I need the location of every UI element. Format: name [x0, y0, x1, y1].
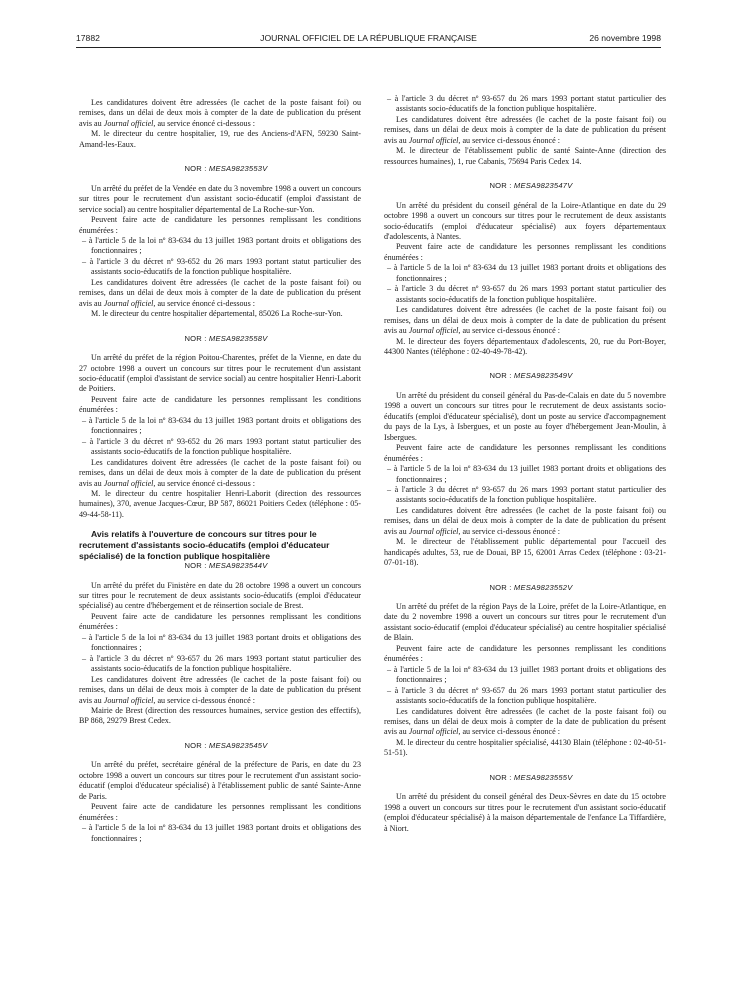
- condition-item: – à l'article 3 du décret nº 93-652 du 26 mars 1993 portant statut particulier des assistants socio-éducatifs de la fonction publique hospitalière.: [82, 256, 361, 277]
- arrete-paragraph: Un arrêté du préfet de la région Pays de la Loire, préfet de la Loire-Atlantique, en date du 2 novembre 1998 a ouvert un concours sur titres pour le recrutement d'un assistant socio-éducatif (emploi d'éducateur spécialisé) au centre hospitalier spécialisé de Blain.: [384, 602, 666, 643]
- notice-heading: Avis relatifs à l'ouverture de concours sur titres pour le recrutement d'assistants socio-éducatifs (emploi d'éducateur spécialisé) de la fonction publique hospitalière: [79, 529, 330, 561]
- conditions-intro: Peuvent faire acte de candidature les personnes remplissant les conditions énumérées :: [384, 242, 666, 262]
- contact-address: M. le directeur de l'établissement public départemental pour l'accueil des handicapés adultes, 53, rue de Douai, BP 15, 62001 Arras Cedex (téléphone : 03-21-07-01-18).: [384, 537, 666, 568]
- arrete-paragraph: Un arrêté du président du conseil général du Pas-de-Calais en date du 5 novembre 1998 a ouvert un concours sur titres pour le recrutement de deux assistants socio-éducatifs (emploi d'éducateur spécialisé), dont un poste au service d'accompagnement du pays de la Lys, à Isbergues, et un poste au foyer d'hébergement Jean-Moulin, à Isbergues.: [384, 390, 666, 442]
- candidature-paragraph: Les candidatures doivent être adressées (le cachet de la poste faisant foi) ou remises, dans un délai de deux mois à compter de la date de publication du présent avis au Journal officiel, au service énoncé ci-dessous :: [79, 457, 361, 488]
- condition-item: – à l'article 5 de la loi nº 83-634 du 13 juillet 1983 portant droits et obligations des fonctionnaires ;: [82, 235, 361, 256]
- contact-address: M. le directeur du centre hospitalier Henri-Laborit (direction des ressources humaines), 370, avenue Jacques-Cœur, BP 587, 86021 Poitiers Cedex (téléphone : 05-49-44-58-11).: [79, 488, 361, 519]
- condition-item: – à l'article 3 du décret nº 93-657 du 26 mars 1993 portant statut particulier des assistants socio-éducatifs de la fonction publique hospitalière.: [387, 94, 666, 114]
- contact-address: M. le directeur des foyers départementaux d'adolescents, 20, rue du Port-Boyer, 44300 Nantes (téléphone : 02-40-49-78-42).: [384, 336, 666, 356]
- nor-reference: NOR : MESA9823553V: [184, 164, 268, 174]
- condition-item: – à l'article 3 du décret nº 93-657 du 26 mars 1993 portant statut particulier des assistants socio-éducatifs de la fonction publique hospitalière.: [387, 685, 666, 706]
- nor-reference: NOR : MESA9823552V: [489, 582, 573, 592]
- conditions-intro: Peuvent faire acte de candidature les personnes remplissant les conditions énumérées :: [79, 394, 361, 415]
- condition-item: – à l'article 5 de la loi nº 83-634 du 13 juillet 1983 portant droits et obligations des fonctionnaires ;: [387, 664, 666, 685]
- conditions-intro: Peuvent faire acte de candidature les personnes remplissant les conditions énumérées :: [384, 443, 666, 463]
- conditions-intro: Peuvent faire acte de candidature les personnes remplissant les conditions énumérées :: [79, 215, 361, 235]
- contact-address: M. le directeur du centre hospitalier, 19, rue des Anciens-d'AFN, 59230 Saint-Amand-les-Eaux.: [79, 129, 361, 149]
- candidature-paragraph: Les candidatures doivent être adressées (le cachet de la poste faisant foi) ou remises, dans un délai de deux mois à compter de la date de publication du présent avis au Journal officiel, au service énoncé ci-dessous :: [79, 277, 361, 308]
- nor-reference: NOR : MESA9823545V: [184, 740, 268, 750]
- candidature-paragraph: Les candidatures doivent être adressées (le cachet de la poste faisant foi) ou remises, dans un délai de deux mois à compter de la date de publication du présent avis au Journal officiel, au service ci-dessous énoncé :: [384, 706, 666, 737]
- arrete-paragraph: Un arrêté du préfet de la région Poitou-Charentes, préfet de la Vienne, en date du 27 octobre 1998 a ouvert un concours sur titres pour le recrutement d'un assistant socio-éducatif (emploi d'assistant de service social) au centre hospitalier Henri-Laborit de Poitiers.: [79, 353, 361, 394]
- right-column: [384, 94, 666, 834]
- arrete-paragraph: Un arrêté du président du conseil général des Deux-Sèvres en date du 15 octobre 1998 a ouvert un concours sur titres pour le recrutement d'un assistant socio-éducatif (emploi d'éducateur spécialisé) à la maison départementale de l'enfance La Tiffardière, à Niort.: [384, 792, 666, 833]
- nor-reference: NOR : MESA9823555V: [489, 772, 573, 782]
- conditions-intro: Peuvent faire acte de candidature les personnes remplissant les conditions énumérées :: [79, 802, 361, 822]
- contact-address: M. le directeur de l'établissement public de santé Sainte-Anne (direction des ressources humaines), 1, rue Cabanis, 75694 Paris Cedex 14.: [384, 146, 666, 166]
- condition-item: – à l'article 3 du décret nº 93-657 du 26 mars 1993 portant statut particulier des assistants socio-éducatifs de la fonction publique hospitalière.: [82, 653, 361, 674]
- issue-date: 26 novembre 1998: [589, 33, 661, 43]
- arrete-paragraph: Un arrêté du préfet, secrétaire général de la préfecture de Paris, en date du 23 octobre 1998 a ouvert un concours sur titres pour le recrutement d'un assistant socio-éducatif (emploi d'éducateur spécialisé) à l'établissement public de santé Sainte-Anne de Paris.: [79, 760, 361, 801]
- candidature-paragraph: Les candidatures doivent être adressées (le cachet de la poste faisant foi) ou remises, dans un délai de deux mois à compter de la date de publication du présent avis au Journal officiel, au service ci-dessous énoncé :: [79, 674, 361, 705]
- arrete-paragraph: Un arrêté du préfet de la Vendée en date du 3 novembre 1998 a ouvert un concours sur titres pour le recrutement d'un assistant socio-éducatif (emploi d'assistant de service social) au centre hospitalier départemental de La Roche-sur-Yon.: [79, 183, 361, 214]
- page-header: [76, 33, 661, 47]
- condition-item: – à l'article 3 du décret nº 93-652 du 26 mars 1993 portant statut particulier des assistants socio-éducatifs de la fonction publique hospitalière.: [82, 436, 361, 457]
- arrete-paragraph: Un arrêté du préfet du Finistère en date du 28 octobre 1998 a ouvert un concours sur titres pour le recrutement de deux assistants socio-éducatifs (emploi d'éducateur spécialisé) au centre d'hébergement et de réinsertion sociale de Brest.: [79, 580, 361, 611]
- candidature-paragraph: Les candidatures doivent être adressées (le cachet de la poste faisant foi) ou remises, dans un délai de deux mois à compter de la date de publication du présent avis au Journal officiel, au service ci-dessous énoncé :: [384, 505, 666, 536]
- contact-address: M. le directeur du centre hospitalier départemental, 85026 La Roche-sur-Yon.: [91, 309, 343, 319]
- candidature-paragraph: Les candidatures doivent être adressées (le cachet de la poste faisant foi) ou remises, dans un délai de deux mois à compter de la date de publication du présent avis au Journal officiel, au service ci-dessous énoncé :: [384, 305, 666, 336]
- page-number: 17882: [76, 33, 100, 43]
- left-column: [79, 98, 361, 844]
- nor-reference: NOR : MESA9823558V: [184, 333, 268, 343]
- condition-item: – à l'article 5 de la loi nº 83-634 du 13 juillet 1983 portant droits et obligations des fonctionnaires ;: [387, 464, 666, 484]
- nor-reference: NOR : MESA9823549V: [489, 371, 573, 381]
- contact-address: M. le directeur du centre hospitalier spécialisé, 44130 Blain (téléphone : 02-40-51-51-51).: [384, 737, 666, 758]
- conditions-intro: Peuvent faire acte de candidature les personnes remplissant les conditions énumérées :: [79, 611, 361, 632]
- candidature-paragraph: Les candidatures doivent être adressées (le cachet de la poste faisant foi) ou remises, dans un délai de deux mois à compter de la date de publication du présent avis au Journal officiel, au service énoncé ci-dessous :: [79, 98, 361, 128]
- journal-title: JOURNAL OFFICIEL DE LA RÉPUBLIQUE FRANÇAISE: [260, 33, 477, 43]
- condition-item: – à l'article 5 de la loi nº 83-634 du 13 juillet 1983 portant droits et obligations des fonctionnaires ;: [82, 415, 361, 436]
- header-rule: [76, 47, 661, 48]
- nor-reference: NOR : MESA9823547V: [489, 181, 573, 191]
- arrete-paragraph: Un arrêté du président du conseil général de la Loire-Atlantique en date du 29 octobre 1998 a ouvert un concours sur titres pour le recrutement de deux assistants socio-éducatifs (emploi d'éducateur spécialisé) aux foyers départementaux d'adolescents, à Nantes.: [384, 200, 666, 241]
- condition-item: – à l'article 5 de la loi nº 83-634 du 13 juillet 1983 portant droits et obligations des fonctionnaires ;: [82, 632, 361, 653]
- contact-address: Mairie de Brest (direction des ressources humaines, service gestion des effectifs), BP 868, 29279 Brest Cedex.: [79, 705, 361, 726]
- nor-reference: NOR : MESA9823544V: [184, 561, 268, 571]
- conditions-intro: Peuvent faire acte de candidature les personnes remplissant les conditions énumérées :: [384, 643, 666, 664]
- condition-item: – à l'article 3 du décret nº 93-657 du 26 mars 1993 portant statut particulier des assistants socio-éducatifs de la fonction publique hospitalière.: [387, 484, 666, 505]
- condition-item: – à l'article 3 du décret nº 93-657 du 26 mars 1993 portant statut particulier des assistants socio-éducatifs de la fonction publique hospitalière.: [387, 284, 666, 304]
- condition-item: – à l'article 5 de la loi nº 83-634 du 13 juillet 1983 portant droits et obligations des fonctionnaires ;: [82, 823, 361, 843]
- condition-item: – à l'article 5 de la loi nº 83-634 du 13 juillet 1983 portant droits et obligations des fonctionnaires ;: [387, 263, 666, 283]
- candidature-paragraph: Les candidatures doivent être adressées (le cachet de la poste faisant foi) ou remises, dans un délai de deux mois à compter de la date de publication du présent avis au Journal officiel, au service ci-dessous énoncé :: [384, 114, 666, 145]
